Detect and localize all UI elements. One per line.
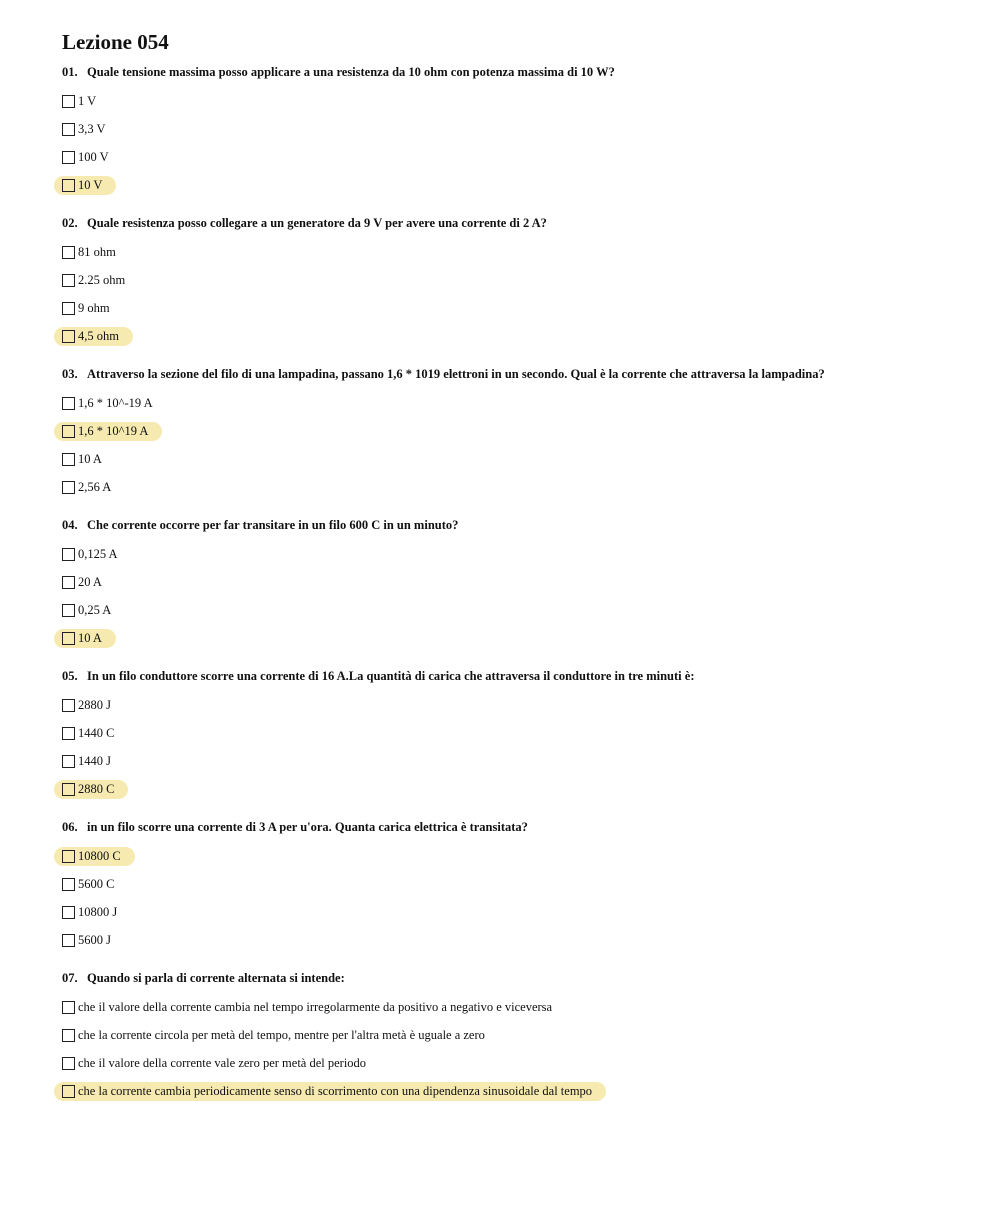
answer-option[interactable] — [62, 719, 962, 747]
answer-label: che la corrente cambia periodicamente senso di scorrimento con una dipendenza sinusoidale dal tempo — [78, 1083, 593, 1098]
answer-option[interactable] — [62, 1049, 962, 1077]
answer-checkbox[interactable] — [62, 481, 75, 494]
answer-checkbox[interactable] — [62, 246, 75, 259]
answer-label: 2880 C — [78, 781, 115, 796]
question-number: 03. — [62, 367, 78, 381]
answer-checkbox[interactable] — [62, 95, 75, 108]
answer-label: 81 ohm — [78, 244, 116, 259]
question-4 — [62, 518, 962, 652]
question-number: 01. — [62, 65, 78, 79]
answer-checkbox[interactable] — [62, 850, 75, 863]
question-text — [62, 216, 962, 231]
answer-label: 10 V — [78, 177, 103, 192]
answer-checkbox[interactable] — [62, 878, 75, 891]
question-2 — [62, 216, 962, 350]
answer-label: 1 V — [78, 93, 97, 108]
answer-label: 5600 C — [78, 876, 115, 891]
answer-checkbox[interactable] — [62, 1057, 75, 1070]
question-number: 06. — [62, 820, 78, 834]
answer-label: 10 A — [78, 451, 102, 466]
answer-label: 100 V — [78, 149, 109, 164]
answer-label: 0,125 A — [78, 546, 118, 561]
answer-label: 4,5 ohm — [78, 328, 119, 343]
answer-checkbox[interactable] — [62, 783, 75, 796]
question-6 — [62, 820, 962, 954]
question-text — [62, 65, 962, 80]
answer-option[interactable] — [62, 747, 962, 775]
answer-label: che il valore della corrente vale zero per metà del periodo — [78, 1055, 367, 1070]
answer-option[interactable] — [62, 87, 962, 115]
quiz-page — [62, 30, 962, 1122]
answer-checkbox[interactable] — [62, 604, 75, 617]
answer-label: 3,3 V — [78, 121, 106, 136]
question-1 — [62, 65, 962, 199]
answer-checkbox[interactable] — [62, 274, 75, 287]
answer-label: 1,6 * 10^-19 A — [78, 395, 153, 410]
answer-label: 1440 C — [78, 725, 115, 740]
answer-option[interactable] — [62, 445, 962, 473]
answer-checkbox[interactable] — [62, 151, 75, 164]
answer-label: 10800 J — [78, 904, 118, 919]
answer-checkbox[interactable] — [62, 755, 75, 768]
answer-checkbox[interactable] — [62, 123, 75, 136]
answer-label: 2.25 ohm — [78, 272, 126, 287]
answer-option[interactable] — [62, 993, 962, 1021]
answer-option[interactable] — [62, 624, 962, 652]
answer-checkbox[interactable] — [62, 302, 75, 315]
question-label: Che corrente occorre per far transitare in un filo 600 C in un minuto? — [87, 518, 459, 532]
question-label: Quando si parla di corrente alternata si intende: — [87, 971, 345, 985]
question-5 — [62, 669, 962, 803]
question-number: 02. — [62, 216, 78, 230]
answer-checkbox[interactable] — [62, 934, 75, 947]
answer-label: 1440 J — [78, 753, 111, 768]
answer-option[interactable] — [62, 775, 962, 803]
answer-checkbox[interactable] — [62, 330, 75, 343]
answer-checkbox[interactable] — [62, 727, 75, 740]
question-list — [62, 65, 962, 1105]
question-text — [62, 971, 962, 986]
answer-option[interactable] — [62, 115, 962, 143]
answer-label: 10800 C — [78, 848, 121, 863]
answer-option[interactable] — [62, 842, 962, 870]
answer-option[interactable] — [62, 417, 962, 445]
question-text — [62, 518, 962, 533]
question-text — [62, 669, 962, 684]
answer-option[interactable] — [62, 266, 962, 294]
answer-label: 1,6 * 10^19 A — [78, 423, 149, 438]
answer-option[interactable] — [62, 870, 962, 898]
question-text — [62, 367, 962, 382]
question-label: Attraverso la sezione del filo di una lampadina, passano 1,6 * 1019 elettroni in un secondo. Qual è la corrente che attraversa la lampadina? — [87, 367, 825, 381]
answer-checkbox[interactable] — [62, 453, 75, 466]
answer-checkbox[interactable] — [62, 1085, 75, 1098]
answer-option[interactable] — [62, 1077, 962, 1105]
question-number: 05. — [62, 669, 78, 683]
answer-checkbox[interactable] — [62, 397, 75, 410]
answer-checkbox[interactable] — [62, 548, 75, 561]
answer-label: 2,56 A — [78, 479, 112, 494]
question-3 — [62, 367, 962, 501]
answer-label: 20 A — [78, 574, 102, 589]
answer-option[interactable] — [62, 691, 962, 719]
answer-label: che il valore della corrente cambia nel tempo irregolarmente da positivo a negativo e viceversa — [78, 999, 553, 1014]
answer-label: 5600 J — [78, 932, 111, 947]
question-text — [62, 820, 962, 835]
answer-option[interactable] — [62, 143, 962, 171]
answer-option[interactable] — [62, 473, 962, 501]
answer-option[interactable] — [62, 171, 962, 199]
answer-checkbox[interactable] — [62, 699, 75, 712]
question-label: Quale tensione massima posso applicare a una resistenza da 10 ohm con potenza massima di 10 W? — [87, 65, 615, 79]
answer-option[interactable] — [62, 898, 962, 926]
answer-option[interactable] — [62, 926, 962, 954]
page-title: Lezione 054 — [62, 30, 169, 54]
question-number: 04. — [62, 518, 78, 532]
answer-checkbox[interactable] — [62, 1001, 75, 1014]
question-number: 07. — [62, 971, 78, 985]
answer-checkbox[interactable] — [62, 1029, 75, 1042]
answer-checkbox[interactable] — [62, 179, 75, 192]
answer-option[interactable] — [62, 596, 962, 624]
question-7 — [62, 971, 962, 1105]
question-label: Quale resistenza posso collegare a un generatore da 9 V per avere una corrente di 2 A? — [87, 216, 547, 230]
answer-option[interactable] — [62, 238, 962, 266]
answer-option[interactable] — [62, 568, 962, 596]
answer-label: 0,25 A — [78, 602, 112, 617]
answer-checkbox[interactable] — [62, 425, 75, 438]
answer-option[interactable] — [62, 322, 962, 350]
answer-option[interactable] — [62, 540, 962, 568]
answer-label: 10 A — [78, 630, 102, 645]
answer-option[interactable] — [62, 1021, 962, 1049]
answer-checkbox[interactable] — [62, 632, 75, 645]
answer-label: 9 ohm — [78, 300, 110, 315]
question-label: In un filo conduttore scorre una corrente di 16 A.La quantità di carica che attraversa il conduttore in tre minuti è: — [87, 669, 695, 683]
answer-label: che la corrente circola per metà del tempo, mentre per l'altra metà è uguale a zero — [78, 1027, 485, 1042]
answer-checkbox[interactable] — [62, 906, 75, 919]
answer-option[interactable] — [62, 389, 962, 417]
answer-option[interactable] — [62, 294, 962, 322]
question-label: in un filo scorre una corrente di 3 A per u'ora. Quanta carica elettrica è transitata? — [87, 820, 528, 834]
answer-checkbox[interactable] — [62, 576, 75, 589]
answer-label: 2880 J — [78, 697, 111, 712]
